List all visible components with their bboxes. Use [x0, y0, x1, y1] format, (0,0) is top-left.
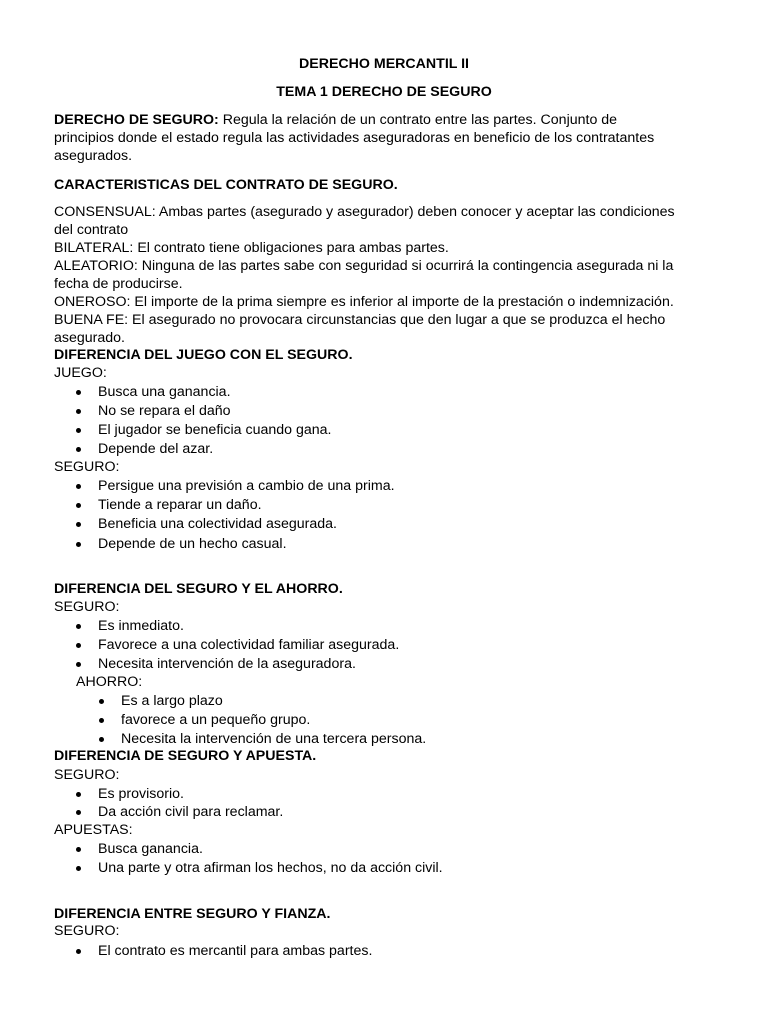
list-label: SEGURO:	[54, 599, 120, 615]
bullet-icon	[76, 624, 81, 629]
list-item: Necesita intervención de la aseguradora.	[98, 655, 356, 673]
list-item: favorece a un pequeño grupo.	[121, 711, 310, 729]
list-item: Busca una ganancia.	[98, 383, 231, 401]
bullet-icon	[76, 643, 81, 648]
list-item: Favorece a una colectividad familiar asegurada.	[98, 636, 399, 654]
bullet-icon	[76, 792, 81, 797]
bullet-icon	[76, 662, 81, 667]
bullet-icon	[76, 949, 81, 954]
bullet-icon	[76, 542, 81, 547]
list-item: Beneficia una colectividad asegurada.	[98, 515, 337, 533]
bullet-icon	[76, 810, 81, 815]
list-item: Busca ganancia.	[98, 840, 203, 858]
bullet-icon	[99, 737, 104, 742]
paragraph-line: ONEROSO: El importe de la prima siempre es inferior al importe de la prestación o indemnización.	[54, 294, 674, 310]
list-item: Una parte y otra afirman los hechos, no da acción civil.	[98, 859, 443, 877]
list-item: Persigue una previsión a cambio de una prima.	[98, 477, 395, 495]
definition-text: Regula la relación de un contrato entre las partes. Conjunto de	[222, 112, 618, 128]
definition-line: principios donde el estado regula las actividades aseguradoras en beneficio de los contratantes	[54, 130, 655, 146]
list-item: El contrato es mercantil para ambas partes.	[98, 942, 372, 960]
bullet-icon	[76, 484, 81, 489]
paragraph-line: CONSENSUAL: Ambas partes (asegurado y asegurador) deben conocer y aceptar las condiciones	[54, 204, 675, 220]
list-item: Depende de un hecho casual.	[98, 535, 287, 553]
list-label: SEGURO:	[54, 923, 120, 939]
list-item: Depende del azar.	[98, 440, 213, 458]
list-label: SEGURO:	[54, 767, 120, 783]
bullet-icon	[99, 699, 104, 704]
paragraph-line: fecha de producirse.	[54, 276, 183, 292]
list-item: No se repara el daño	[98, 402, 231, 420]
list-item: Es a largo plazo	[121, 692, 223, 710]
list-item: Necesita la intervención de una tercera persona.	[121, 730, 426, 748]
paragraph-line: ALEATORIO: Ninguna de las partes sabe con seguridad si ocurrirá la contingencia asegurada ni la	[54, 258, 674, 274]
list-item: Da acción civil para reclamar.	[98, 803, 283, 821]
list-label: AHORRO:	[76, 674, 143, 690]
list-label: SEGURO:	[54, 459, 120, 475]
paragraph-line: del contrato	[54, 222, 129, 238]
bullet-icon	[99, 718, 104, 723]
section-heading: CARACTERISTICAS DEL CONTRATO DE SEGURO.	[54, 177, 398, 193]
document-title: DERECHO MERCANTIL II	[299, 56, 469, 72]
definition-line: asegurados.	[54, 148, 133, 164]
section-heading: DIFERENCIA ENTRE SEGURO Y FIANZA.	[54, 906, 331, 922]
definition-term: DERECHO DE SEGURO:	[54, 112, 219, 128]
bullet-icon	[76, 447, 81, 452]
document-subtitle: TEMA 1 DERECHO DE SEGURO	[276, 84, 492, 100]
section-heading: DIFERENCIA DE SEGURO Y APUESTA.	[54, 748, 317, 764]
list-item: Tiende a reparar un daño.	[98, 496, 262, 514]
bullet-icon	[76, 847, 81, 852]
bullet-icon	[76, 866, 81, 871]
list-item: Es provisorio.	[98, 785, 184, 803]
bullet-icon	[76, 522, 81, 527]
section-heading: DIFERENCIA DEL SEGURO Y EL AHORRO.	[54, 581, 343, 597]
paragraph-line: BILATERAL: El contrato tiene obligaciones para ambas partes.	[54, 240, 449, 256]
bullet-icon	[76, 409, 81, 414]
list-item: El jugador se beneficia cuando gana.	[98, 421, 331, 439]
list-label: JUEGO:	[54, 365, 107, 381]
bullet-icon	[76, 428, 81, 433]
bullet-icon	[76, 390, 81, 395]
paragraph-line: asegurado.	[54, 330, 125, 346]
bullet-icon	[76, 503, 81, 508]
list-label: APUESTAS:	[54, 822, 133, 838]
paragraph-line: BUENA FE: El asegurado no provocara circunstancias que den lugar a que se produzca el hecho	[54, 312, 666, 328]
list-item: Es inmediato.	[98, 617, 184, 635]
definition-line	[54, 111, 617, 129]
section-heading: DIFERENCIA DEL JUEGO CON EL SEGURO.	[54, 347, 353, 363]
